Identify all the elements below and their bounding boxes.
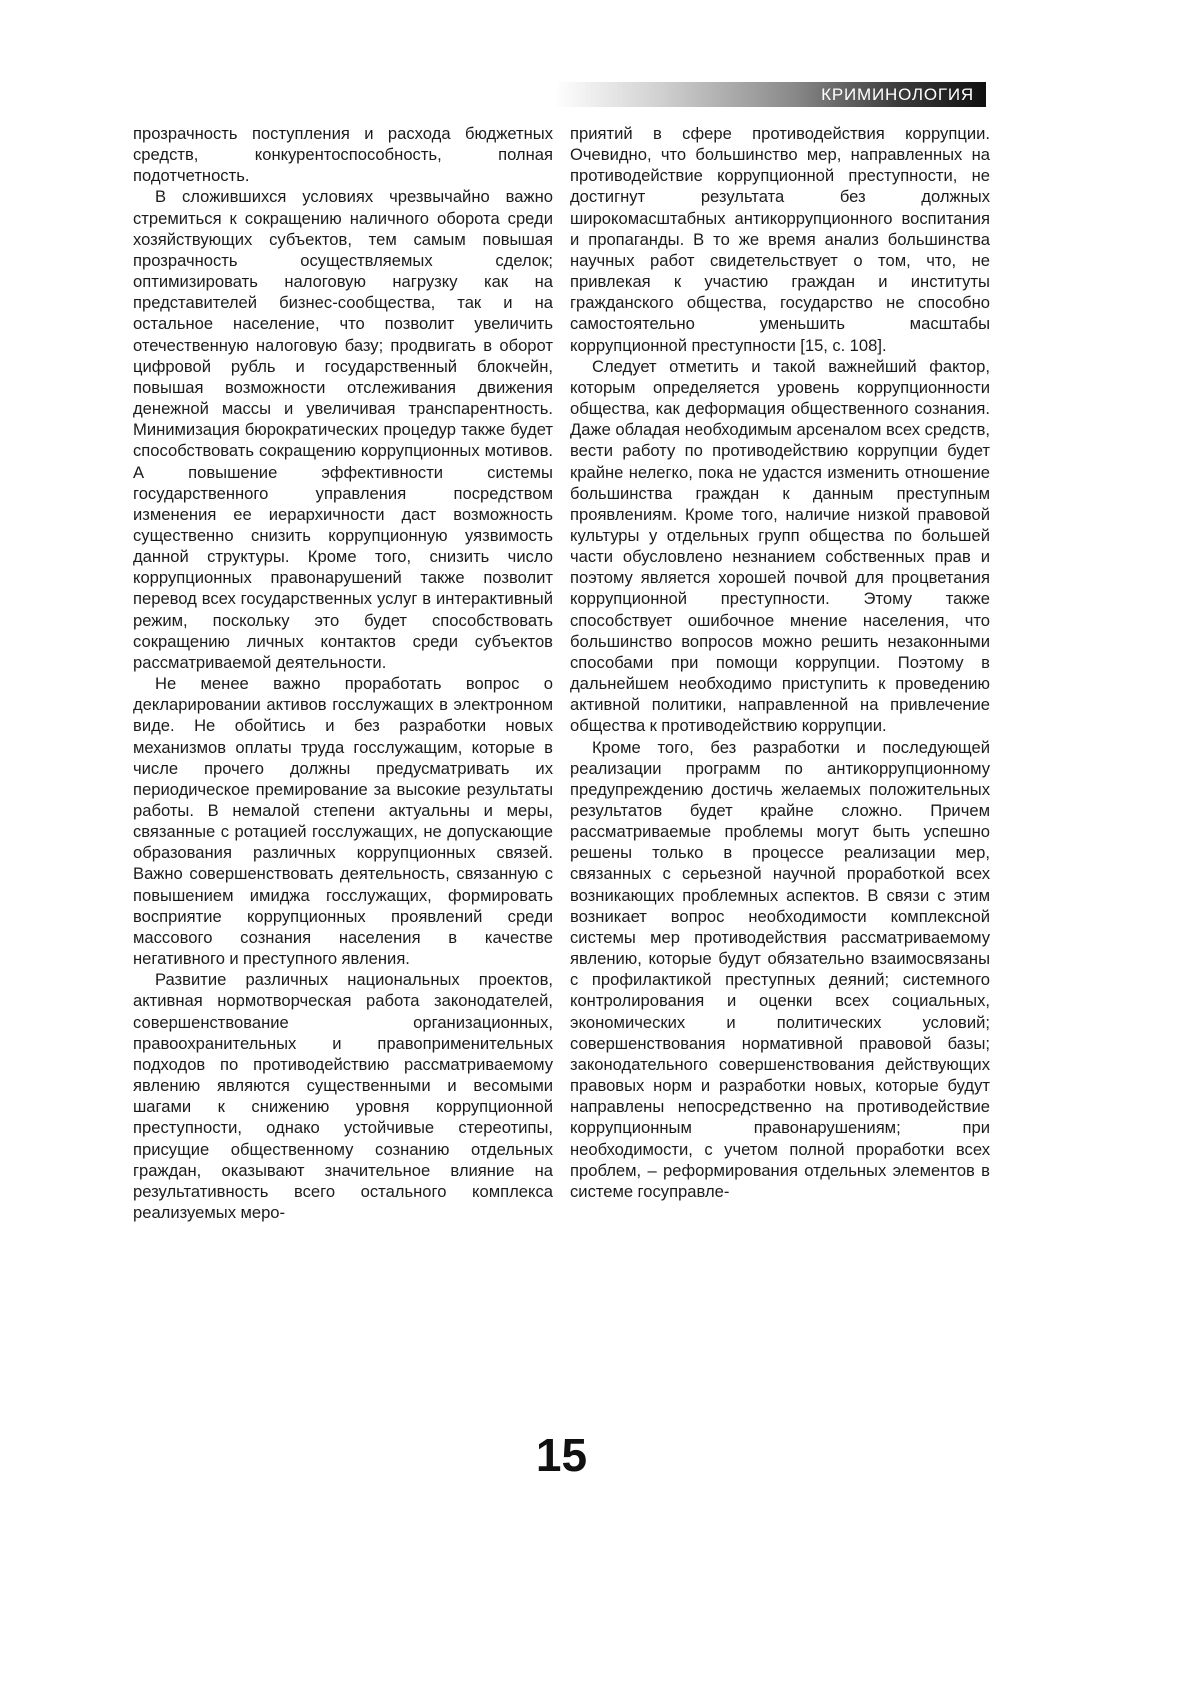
- paragraph: Не менее важно проработать вопрос о декларировании активов госслужащих в электронном виде. Не обойтись и без разработки новых механизмов оплаты труда госслужащим, которые в числе прочего должны предусматривать их периодическое премирование за высокие результаты работы. В немалой степени актуальны и меры, связанные с ротацией госслужащих, не допускающие образования различных коррупционных связей. Важно совершенствовать деятельность, связанную с повышением имиджа госслужащих, формировать восприятие коррупционных проявлений среди массового сознания населения в качестве негативного и преступного явления.: [133, 674, 553, 969]
- paragraph: В сложившихся условиях чрезвычайно важно стремиться к сокращению наличного оборота среди хозяйствующих субъектов, тем самым повышая прозрачность осуществляемых сделок; оптимизировать налоговую нагрузку как на представителей бизнес-сообщества, так и на остальное население, что позволит увеличить отечественную налоговую базу; продвигать в оборот цифровой рубль и государственный блокчейн, повышая возможности отслеживания движения денежной массы и увеличивая транспарентность. Минимизация бюрократических процедур также будет способствовать сокращению коррупционных мотивов. А повышение эффективности системы государственного управления посредством изменения ее иерархичности даст возможность существенно снизить коррупционную уязвимость данной структуры. Кроме того, снизить число коррупционных правонарушений также позволит перевод всех государственных услуг в интерактивный режим, поскольку это будет способствовать сокращению личных контактов среди субъектов рассматриваемой деятельности.: [133, 187, 553, 672]
- paragraph: приятий в сфере противодействия коррупции. Очевидно, что большинство мер, направленных на противодействие коррупционной преступности, не достигнут результата без должных широкомасштабных антикоррупционного воспитания и пропаганды. В то же время анализ большинства научных работ свидетельствует о том, что, не привлекая к участию граждан и институты гражданского общества, государство не способно самостоятельно уменьшить масштабы коррупционной преступности [15, с. 108].: [570, 124, 990, 355]
- article-columns: [133, 123, 990, 1223]
- paragraph: Развитие различных национальных проектов, активная нормотворческая работа законодателей, совершенствование организационных, правоохранительных и правоприменительных подходов по противодействию рассматриваемому явлению являются существенными и весомыми шагами к снижению уровня коррупционной преступности, однако устойчивые стереотипы, присущие общественному сознанию отдельных граждан, оказывают значительное влияние на результативность всего остального комплекса реализуемых меро-: [133, 970, 553, 1222]
- right-column: [570, 123, 990, 1223]
- section-header-label: КРИМИНОЛОГИЯ: [821, 84, 974, 104]
- left-column: [133, 123, 553, 1223]
- section-header: [556, 82, 986, 107]
- paragraph: Кроме того, без разработки и последующей реализации программ по антикоррупционному предупреждению достичь желаемых положительных результатов будет крайне сложно. Причем рассматриваемые проблемы могут быть успешно решены только в процессе реализации мер, связанных с серьезной научной проработкой всех возникающих проблемных аспектов. В связи с этим возникает вопрос необходимости комплексной системы мер противодействия рассматриваемому явлению, которые будут обязательно взаимосвязаны с профилактикой преступных деяний; системного контролирования и оценки всех социальных, экономических и политических условий; совершенствования нормативной правовой базы; законодательного совершенствования действующих правовых норм и разработки новых, которые будут направлены непосредственно на противодействие коррупционным правонарушениям; при необходимости, с учетом полной проработки всех проблем, – реформирования отдельных элементов в системе госуправле-: [570, 737, 990, 1201]
- page-number: 15: [535, 1429, 588, 1481]
- paragraph: Следует отметить и такой важнейший фактор, которым определяется уровень коррупционности общества, как деформация общественного сознания. Даже обладая необходимым арсеналом всех средств, вести работу по противодействию коррупции будет крайне нелегко, пока не удастся изменить отношение большинства граждан к данным преступным проявлениям. Кроме того, наличие низкой правовой культуры у отдельных групп общества по большей части обусловлено незнанием собственных прав и поэтому является хорошей почвой для процветания коррупционной преступности. Этому также способствует ошибочное мнение населения, что большинство вопросов можно решить незаконными способами при помощи коррупции. Поэтому в дальнейшем необходимо приступить к проведению активной политики, направленной на привлечение общества к противодействию коррупции.: [570, 356, 990, 736]
- paragraph: прозрачность поступления и расхода бюджетных средств, конкурентоспособность, полная подотчетность.: [133, 124, 553, 186]
